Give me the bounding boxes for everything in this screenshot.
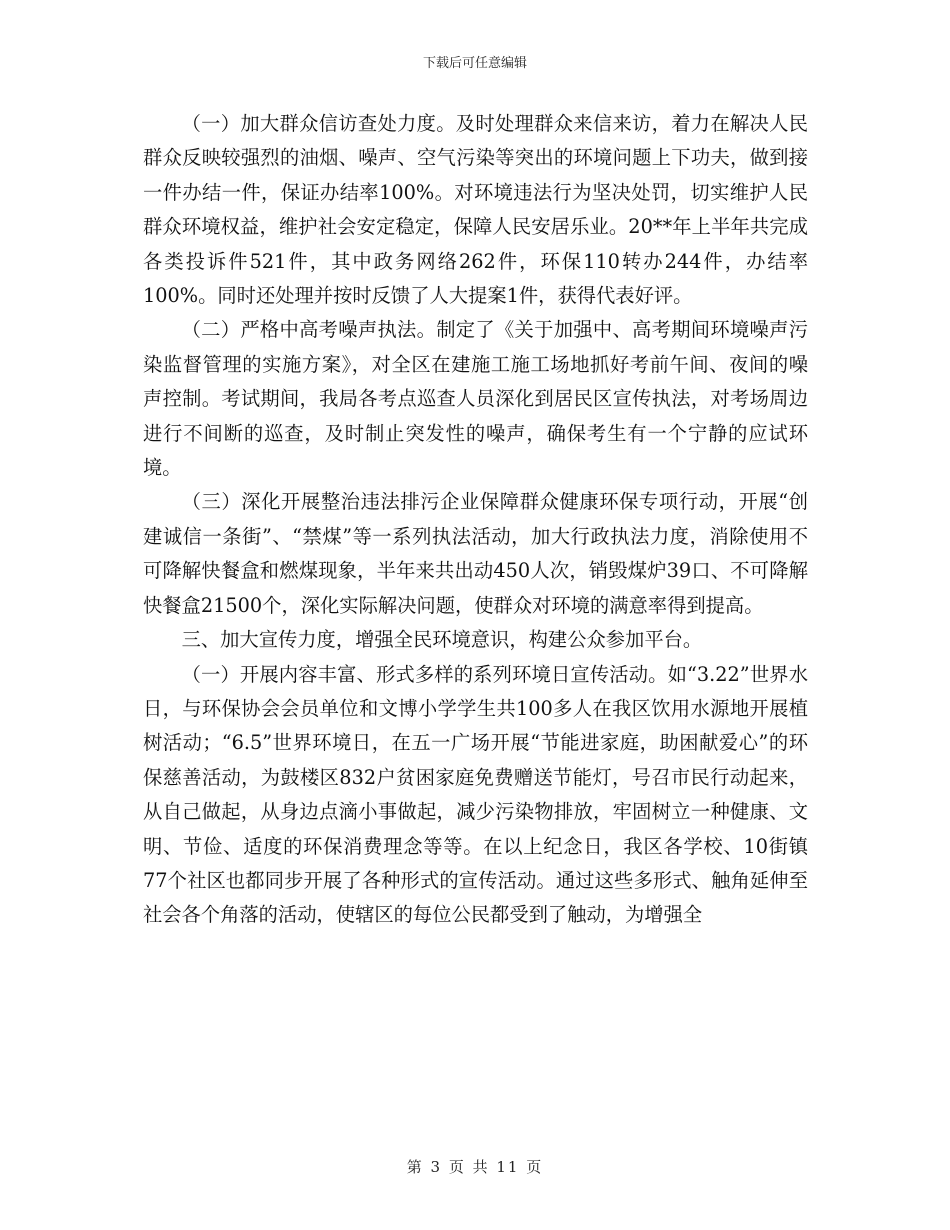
paragraph-complaints: （一）加大群众信访查处力度。及时处理群众来信来访，着力在解决人民群众反映较强烈的油烟、噪声、空气污染等突出的环境问题上下功夫，做到接一件办结一件，保证办结率100%。对环境违法行为坚决处罚，切实维护人民群众环境权益，维护社会安定稳定，保障人民安居乐业。20**年上半年共完成各类投诉件521件，其中政务网络262件，环保110转办244件，办结率100%。同时还处理并按时反馈了人大提案1件，获得代表好评。 bbox=[143, 112, 808, 308]
paragraph-exam-noise: （二）严格中高考噪声执法。制定了《关于加强中、高考期间环境噪声污染监督管理的实施方案》，对全区在建施工施工场地抓好考前午间、夜间的噪声控制。考试期间，我局各考点巡查人员深化到居民区宣传执法，对考场周边进行不间断的巡查，及时制止突发性的噪声，确保考生有一个宁静的应试环境。 bbox=[143, 318, 808, 480]
page-footer: 第 3 页 共 11 页 bbox=[406, 1158, 544, 1176]
section-heading-publicity: 三、加大宣传力度，增强全民环境意识，构建公众参加平台。 bbox=[181, 628, 703, 652]
document-body bbox=[143, 107, 808, 933]
page-header: 下载后可任意编辑 bbox=[422, 56, 527, 71]
paragraph-environment-days: （一）开展内容丰富、形式多样的系列环境日宣传活动。如“3.22”世界水日，与环保协会会员单位和文博小学学生共100多人在我区饮用水源地开展植树活动；“6.5”世界环境日，在五一广场开展“节能进家庭，助困献爱心”的环保慈善活动，为鼓楼区832户贫困家庭免费赠送节能灯，号召市民行动起来，从自己做起，从身边点滴小事做起，减少污染物排放，牢固树立一种健康、文明、节俭、适度的环保消费理念等等。在以上纪念日，我区各学校、10街镇77个社区也都同步开展了各种形式的宣传活动。通过这些多形式、触角延伸至社会各个角落的活动，使辖区的每位公民都受到了触动，为增强全 bbox=[143, 662, 808, 927]
paragraph-pollution-action: （三）深化开展整治违法排污企业保障群众健康环保专项行动，开展“创建诚信一条街”、“禁煤”等一系列执法活动，加大行政执法力度，消除使用不可降解快餐盒和燃煤现象，半年来共出动450人次，销毁煤炉39口、不可降解快餐盒21500个，深化实际解决问题，使群众对环境的满意率得到提高。 bbox=[143, 490, 808, 617]
